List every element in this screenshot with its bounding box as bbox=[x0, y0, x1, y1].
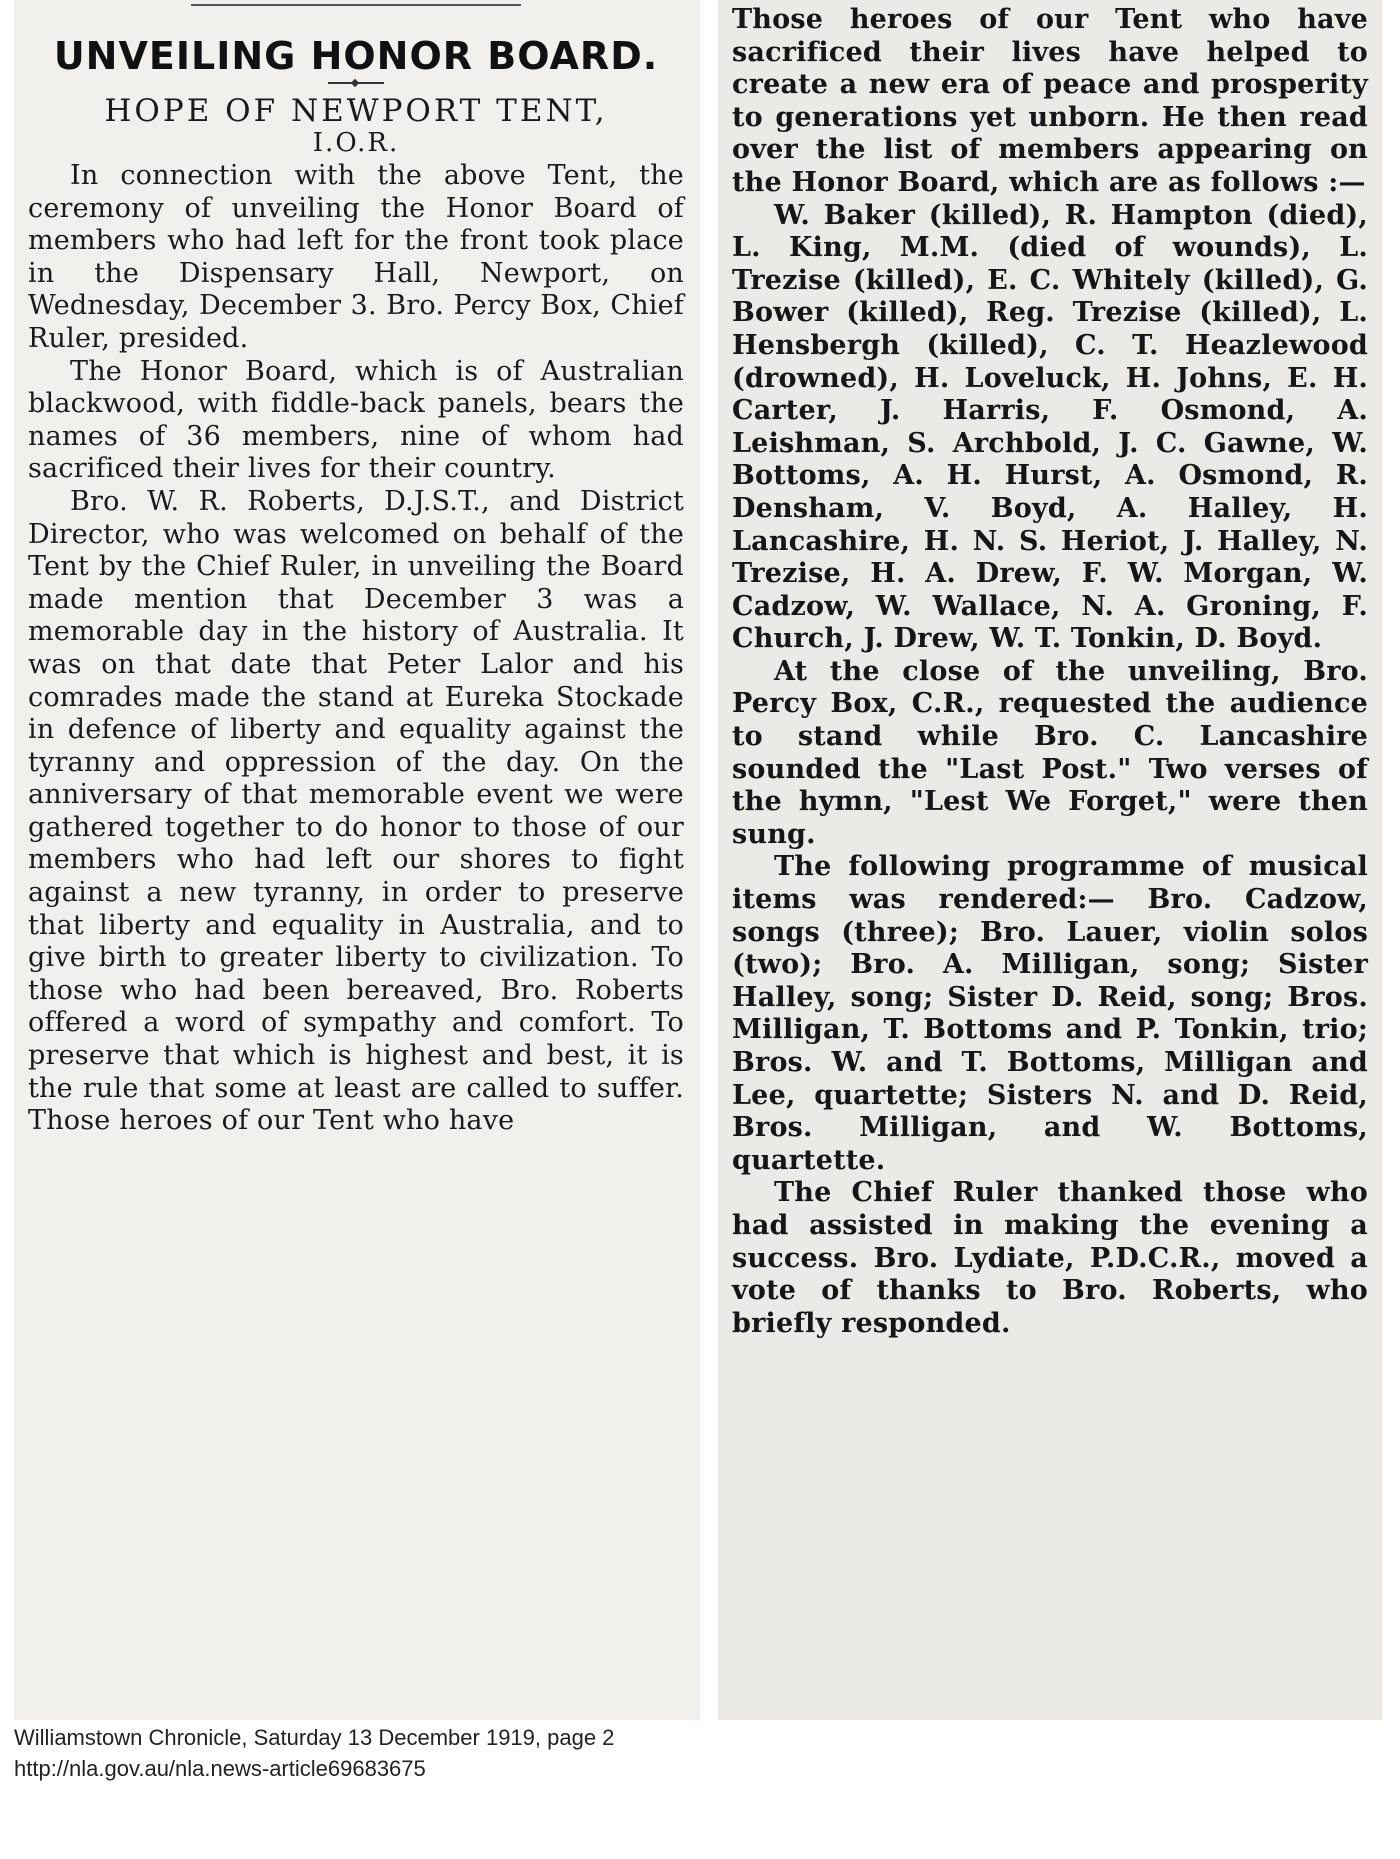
source-caption bbox=[14, 1722, 914, 1784]
article-column-left bbox=[14, 0, 700, 1720]
article-headline: UNVEILING HONOR BOARD. bbox=[53, 34, 659, 78]
caption-url: http://nla.gov.au/nla.news-article69683675 bbox=[14, 1756, 426, 1781]
paragraph-right-5: The Chief Ruler thanked those who had assisted in making the evening a success. Bro. Lydiate, P.D.C.R., moved a vote of thanks to Bro. Roberts, who briefly responded. bbox=[732, 1177, 1368, 1339]
article-subhead: HOPE OF NEWPORT TENT, bbox=[104, 93, 608, 129]
paragraph-right-programme: The following programme of musical items was rendered:— Bro. Cadzow, songs (three); Bro. Lauer, violin solos (two); Bro. A. Milligan, song; Sister Halley, song; Sister D. Reid, song; Bros. Milligan, T. Bottoms and P. Tonkin, trio; Bros. W. and T. Bottoms, Milligan and Lee, quartette; Sisters N. and D. Reid, Bros. Milligan, and W. Bottoms, quartette. bbox=[732, 851, 1368, 1176]
paragraph-right-3: At the close of the unveiling, Bro. Percy Box, C.R., requested the audience to stand while Bro. C. Lancashire sounded the "Last Post." Two verses of the hymn, "Lest We Forget," were then sung. bbox=[732, 655, 1368, 850]
article-subhead-order: I.O.R. bbox=[312, 128, 400, 158]
article-column-right bbox=[718, 0, 1382, 1720]
paragraph-left-2: The Honor Board, which is of Australian blackwood, with fiddle-back panels, bears the names of 36 members, nine of whom had sacrificed their lives for their country. bbox=[28, 355, 684, 485]
ornament-divider bbox=[328, 82, 384, 84]
caption-citation: Williamstown Chronicle, Saturday 13 December 1919, page 2 bbox=[14, 1725, 615, 1750]
paragraph-right-1: Those heroes of our Tent who have sacrificed their lives have helped to create a new era of peace and prosperity to generations yet unborn. He then read over the list of members appearing on the Honor Board, which are as follows :— bbox=[732, 4, 1368, 198]
top-rule bbox=[191, 4, 521, 6]
paragraph-right-names: W. Baker (killed), R. Hampton (died), L. King, M.M. (died of wounds), L. Trezise (killed), E. C. Whitely (killed), G. Bower (killed), Reg. Trezise (killed), L. Hensbergh (killed), C. T. Heazlewood (drowned), H. Loveluck, H. Johns, E. H. Carter, J. Harris, F. Osmond, A. Leishman, S. Archbold, J. C. Gawne, W. Bottoms, A. H. Hurst, A. Osmond, R. Densham, V. Boyd, A. Halley, H. Lancashire, H. N. S. Heriot, J. Halley, N. Trezise, H. A. Drew, F. W. Morgan, W. Cadzow, W. Wallace, N. A. Groning, F. Church, J. Drew, W. T. Tonkin, D. Boyd. bbox=[732, 199, 1368, 655]
paragraph-left-1: In connection with the above Tent, the ceremony of unveiling the Honor Board of members who had left for the front took place in the Dispensary Hall, Newport, on Wednesday, December 3. Bro. Percy Box, Chief Ruler, presided. bbox=[28, 160, 684, 354]
paragraph-left-3: Bro. W. R. Roberts, D.J.S.T., and District Director, who was welcomed on behalf of the Tent by the Chief Ruler, in unveiling the Board made mention that December 3 was a memorable day in the history of Australia. It was on that date that Peter Lalor and his comrades made the stand at Eureka Stockade in defence of liberty and equality against the tyranny and oppression of the day. On the anniversary of that memorable event we were gathered together to do honor to those of our members who had left our shores to fight against a new tyranny, in order to preserve that liberty and equality in Australia, and to give birth to greater liberty to civilization. To those who had been bereaved, Bro. Roberts offered a word of sympathy and comfort. To preserve that which is highest and best, it is the rule that some at least are called to suffer. Those heroes of our Tent who have bbox=[28, 485, 684, 1137]
